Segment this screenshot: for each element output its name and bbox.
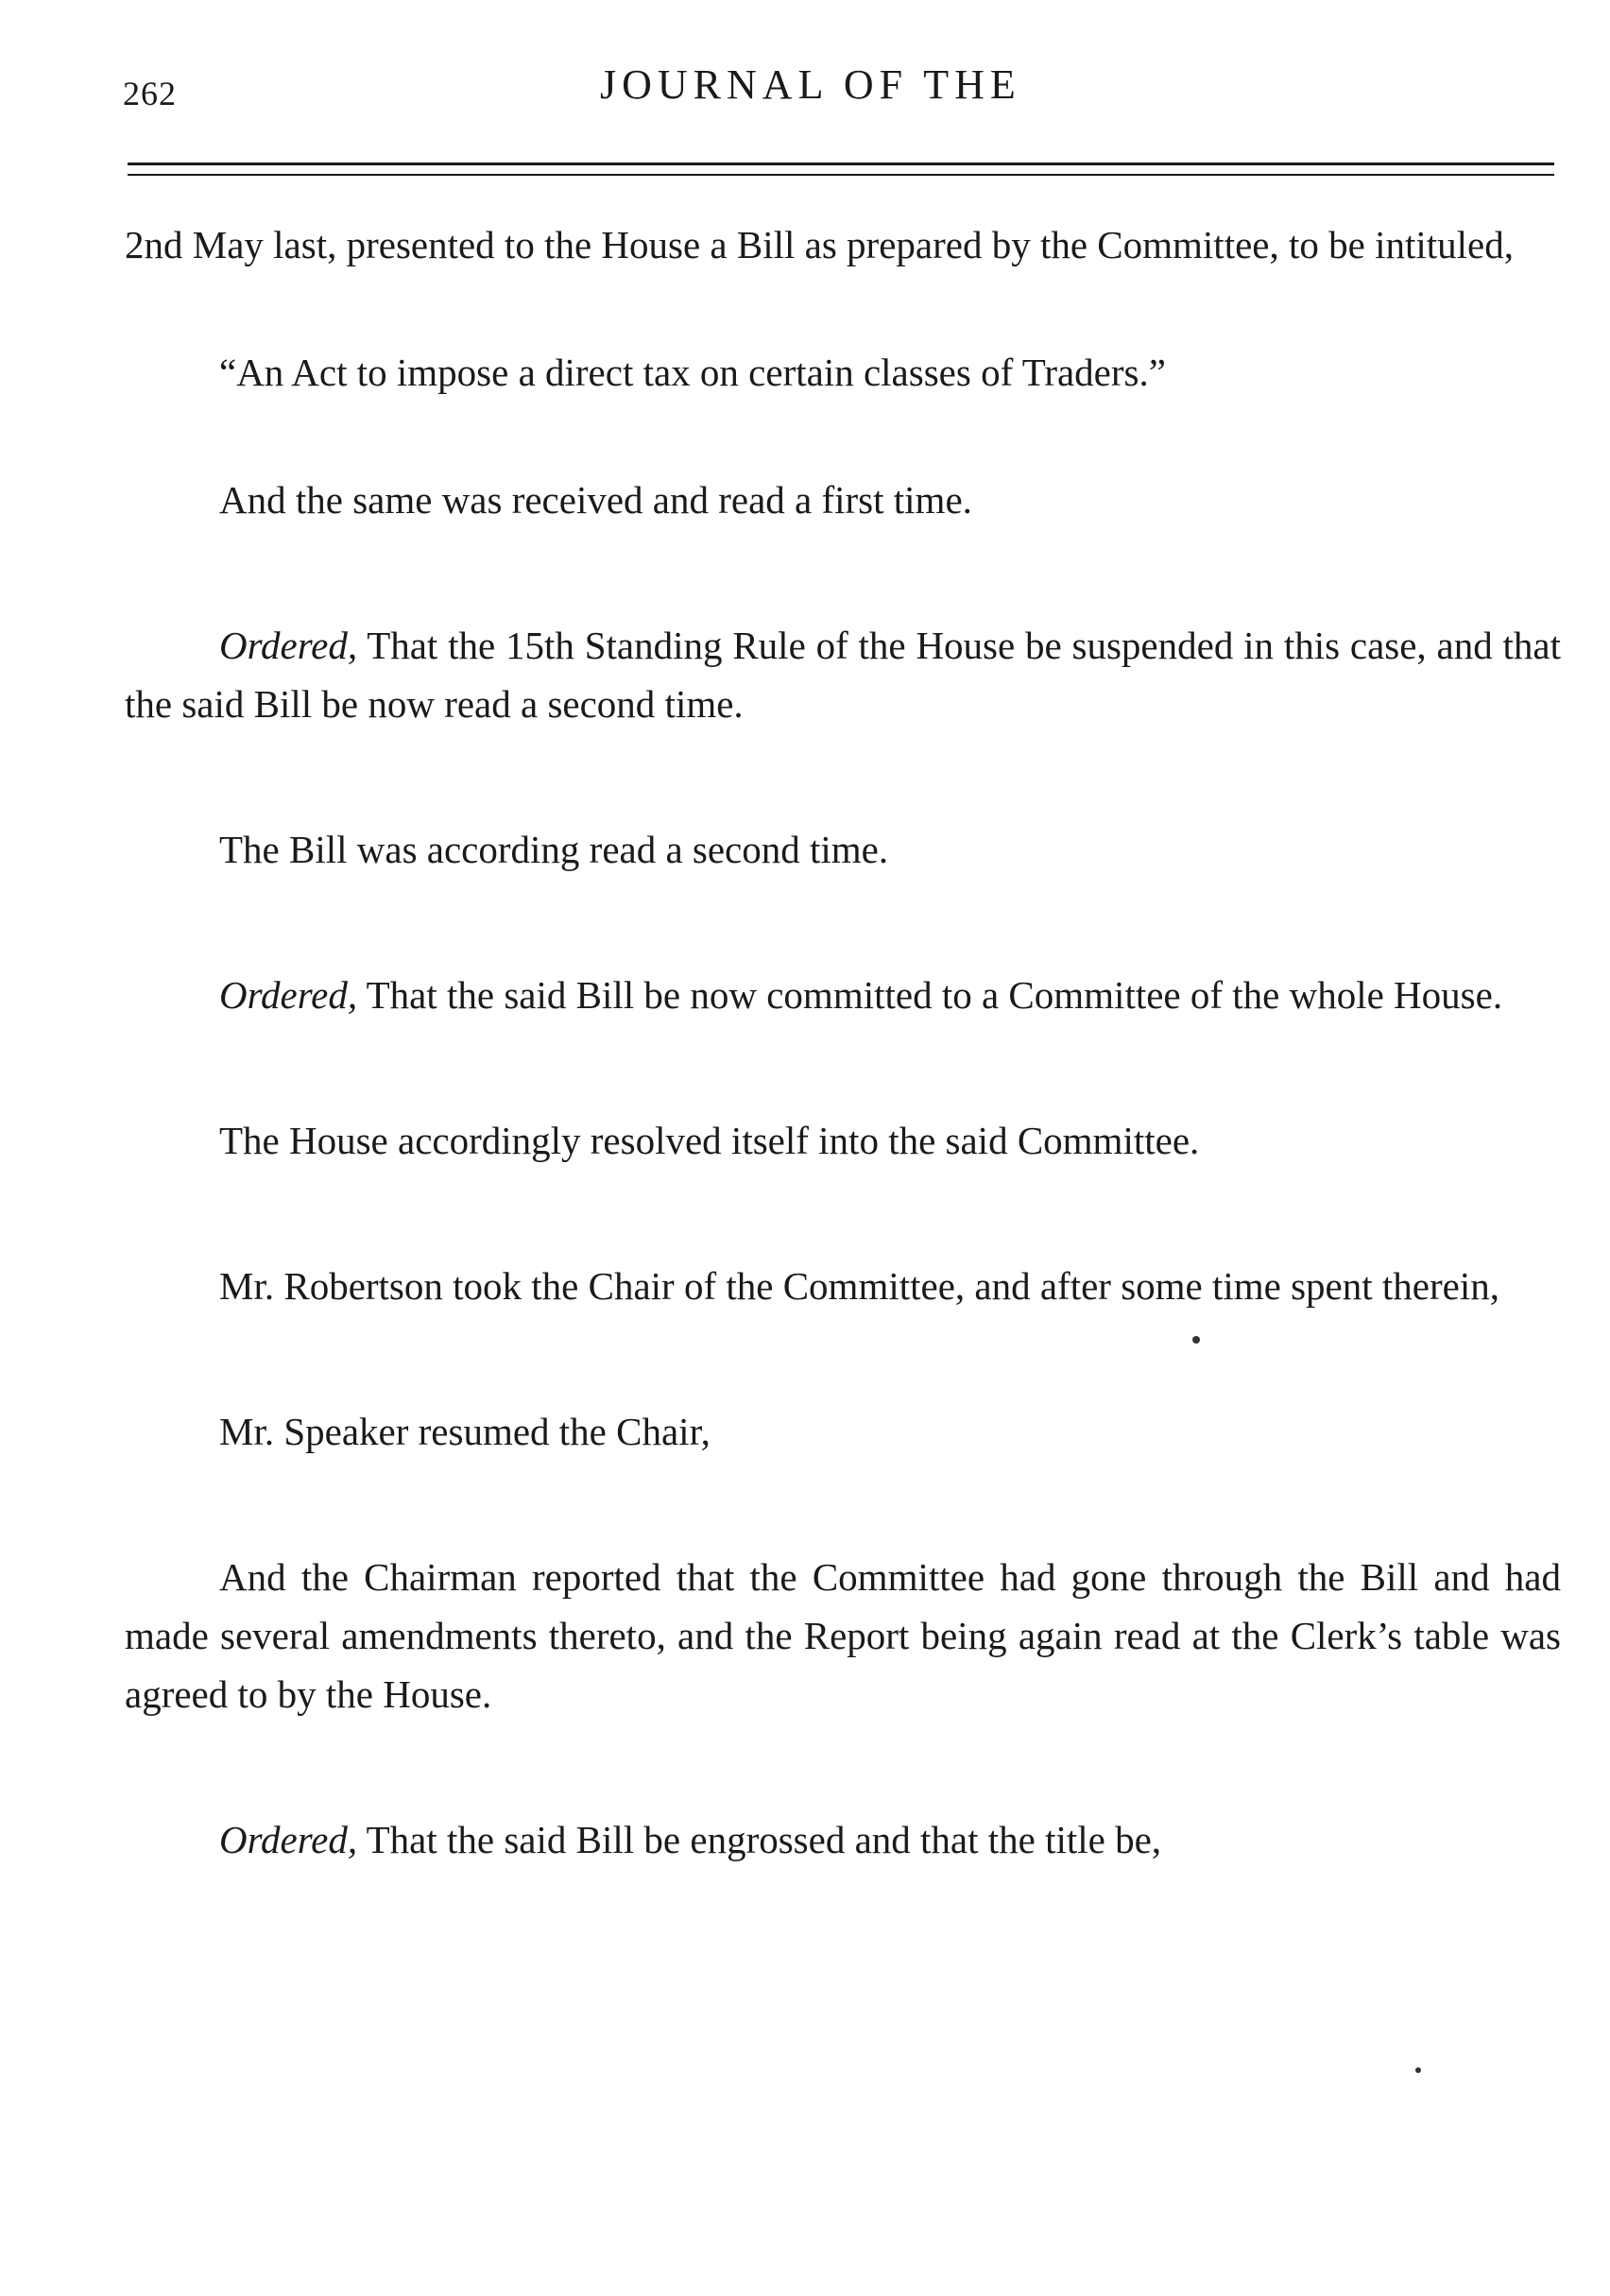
running-title: JOURNAL OF THE [600, 61, 1021, 108]
paragraph-text: And the same was received and read a first time. [219, 478, 972, 522]
paragraph-chairman-reported [125, 1548, 1561, 1723]
paragraph-text: “An Act to impose a direct tax on certain classes of Traders.” [219, 351, 1166, 394]
ink-speck [1415, 2067, 1421, 2073]
ink-speck [1192, 1336, 1200, 1344]
header-rule-thick [128, 163, 1554, 165]
paragraph-text: 2nd May last, presented to the House a Bill as prepared by the Committee, to be intituled, [125, 223, 1514, 266]
paragraph-robertson-chair [125, 1257, 1561, 1315]
running-head [123, 60, 1559, 117]
paragraph-text: The Bill was according read a second time. [219, 828, 889, 871]
paragraph-text: Mr. Speaker resumed the Chair, [219, 1410, 711, 1453]
ordered-lead: Ordered, [219, 1818, 358, 1861]
page-number: 262 [123, 75, 177, 112]
paragraph-act-title [125, 343, 1561, 402]
paragraph-house-resolved [125, 1111, 1561, 1170]
paragraph-text: Mr. Robertson took the Chair of the Committee, and after some time spent therein, [219, 1264, 1499, 1308]
paragraph-order-committed [125, 966, 1561, 1024]
body-text [125, 215, 1561, 1869]
paragraph-speaker-resumed [125, 1402, 1561, 1461]
paragraph-text: And the Chairman reported that the Committee had gone through the Bill and had made several amendments thereto, and the Report being again read at the Clerk’s table was agreed to by the House. [125, 1555, 1561, 1716]
paragraph-order-suspend-rule [125, 616, 1561, 733]
paragraph-text: That the said Bill be engrossed and that the title be, [357, 1818, 1162, 1861]
paragraph-text: The House accordingly resolved itself into the said Committee. [219, 1119, 1200, 1162]
paragraph-text: That the said Bill be now committed to a Committee of the whole House. [357, 973, 1503, 1017]
paragraph-bill-presented [125, 215, 1561, 274]
paragraph-order-engrossed [125, 1810, 1561, 1869]
header-rule-thin [128, 174, 1554, 176]
ordered-lead: Ordered, [219, 973, 358, 1017]
paragraph-first-reading [125, 471, 1561, 529]
paragraph-text: That the 15th Standing Rule of the House be suspended in this case, and that the said Bill be now read a second time. [125, 624, 1561, 726]
paragraph-second-reading [125, 820, 1561, 879]
ordered-lead: Ordered, [219, 624, 358, 667]
